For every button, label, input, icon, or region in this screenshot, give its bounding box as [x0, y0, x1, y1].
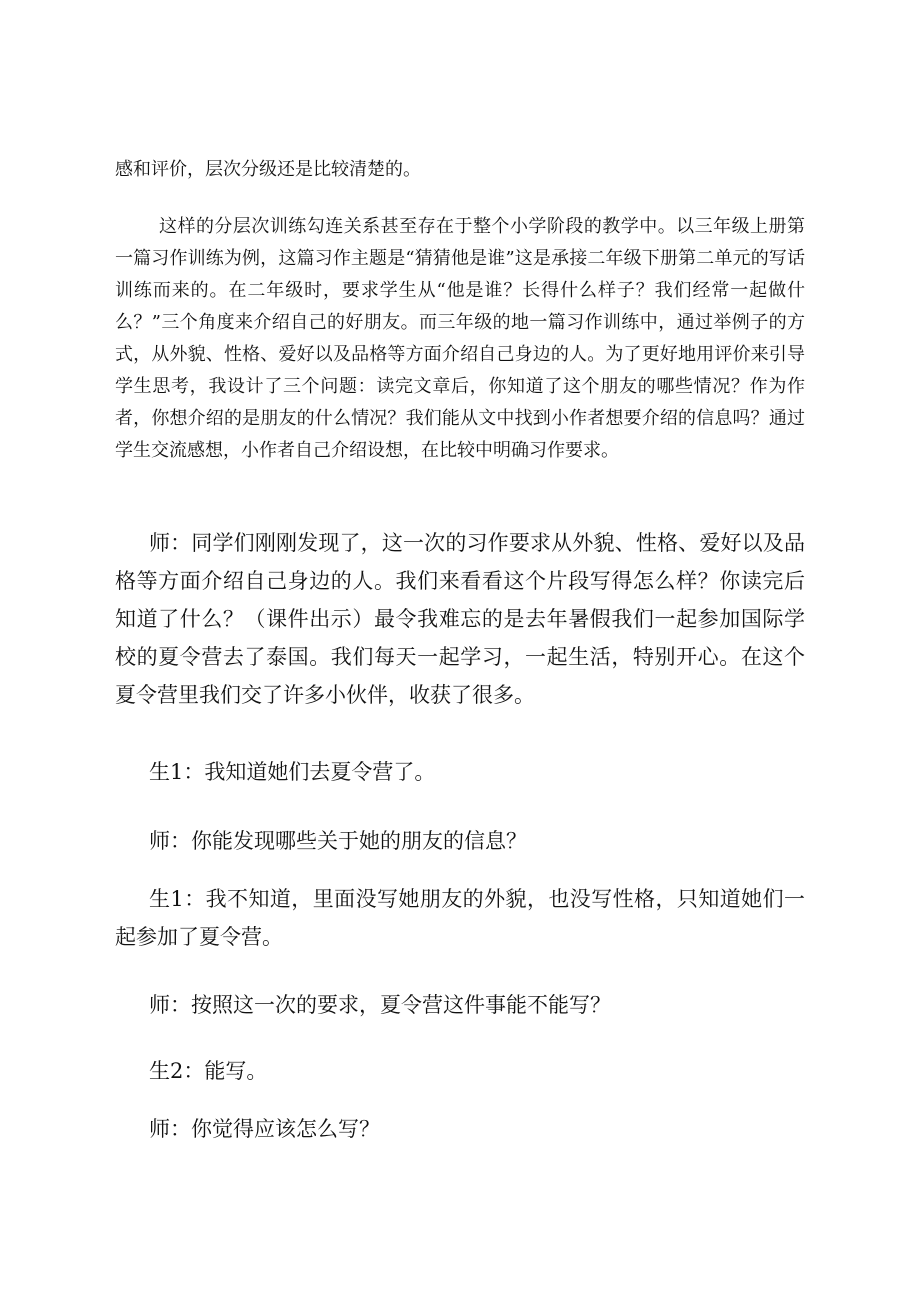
dialogue-teacher-3: 师：按照这一次的要求，夏令营这件事能不能写？ — [149, 993, 611, 1017]
dialogue-teacher-2: 师：你能发现哪些关于她的朋友的信息？ — [149, 829, 527, 853]
dialogue-student-1b: 生1：我不知道，里面没写她朋友的外貌，也没写性格，只知道她们一起参加了夏令营。 — [115, 887, 805, 949]
dialogue-student-1a: 生1：我知道她们去夏令营了。 — [149, 760, 436, 784]
dialogue-student-2: 生2：能写。 — [149, 1059, 268, 1083]
paragraph-continuation: 感和评价，层次分级还是比较清楚的。 — [115, 159, 421, 180]
dialogue-teacher-4: 师：你觉得应该怎么写？ — [149, 1117, 380, 1141]
paragraph-analysis: 这样的分层次训练勾连关系甚至存在于整个小学阶段的教学中。以三年级上册第一篇习作训练为例，这篇习作主题是“猜猜他是谁”这是承接二年级下册第二单元的写话训练而来的。在二年级时，要求学生从“他是谁？长得什么样子？我们经常一起做什么？”三个角度来介绍自己的好朋友。而三年级的地一篇习作训练中，通过举例子的方式，从外貌、性格、爱好以及品格等方面介绍自己身边的人。为了更好地用评价来引导学生思考，我设计了三个问题：读完文章后，你知道了这个朋友的哪些情况？作为作者，你想介绍的是朋友的什么情况？我们能从文中找到小作者想要介绍的信息吗？通过学生交流感想，小作者自己介绍设想，在比较中明确习作要求。 — [115, 216, 805, 461]
dialogue-teacher-1: 师：同学们刚刚发现了，这一次的习作要求从外貌、性格、爱好以及品格等方面介绍自己身边的人。我们来看看这个片段写得怎么样？你读完后知道了什么？（课件出示）最令我难忘的是去年暑假我们一起参加国际学校的夏令营去了泰国。我们每天一起学习，一起生活，特别开心。在这个夏令营里我们交了许多小伙伴，收获了很多。 — [115, 531, 805, 707]
